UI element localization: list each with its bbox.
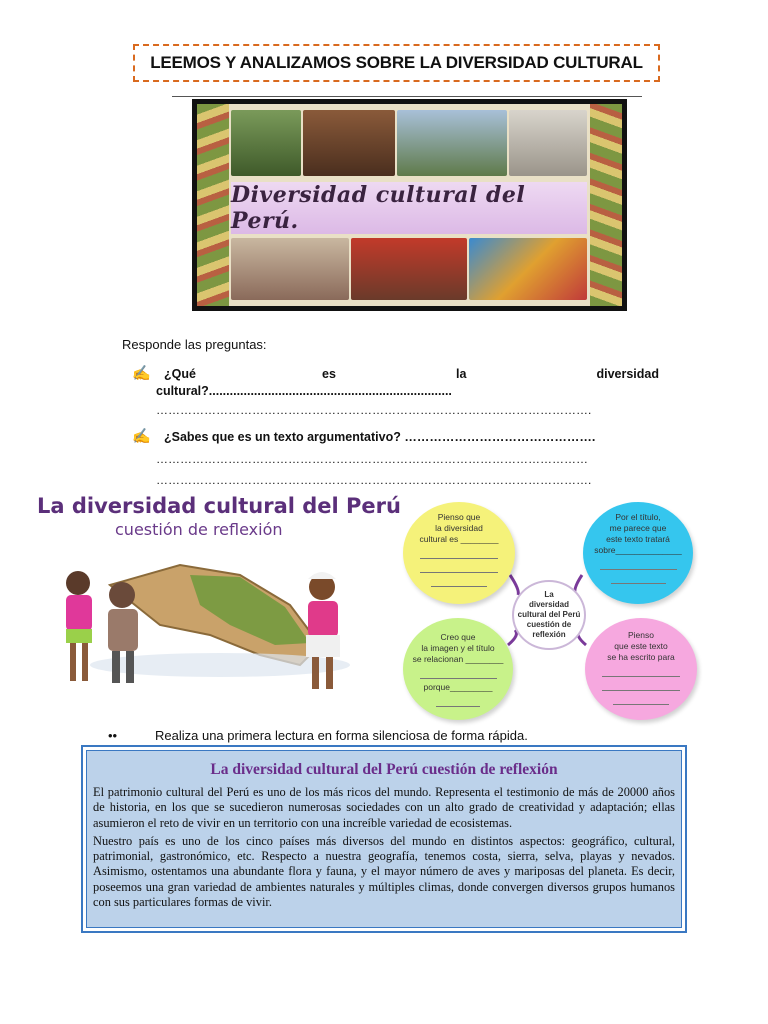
worksheet-title-box xyxy=(133,44,660,82)
answer-line[interactable] xyxy=(613,696,669,705)
circle-blue-line-4: sobre______________ xyxy=(594,545,682,555)
answer-line-2[interactable]: ……………………………………………………………………………………………… xyxy=(156,452,588,466)
answer-line[interactable] xyxy=(431,578,487,587)
reading-passage-box xyxy=(81,745,687,933)
answer-line[interactable] xyxy=(602,682,680,691)
answer-line[interactable] xyxy=(436,698,480,707)
reading-title: La diversidad cultural del Perú cuestión de reflexión xyxy=(210,761,558,778)
circle-blue-line-1: Por el título, xyxy=(615,512,661,522)
answer-line[interactable] xyxy=(420,550,498,559)
infographic-subtitle: cuestión de reflexión xyxy=(115,520,283,539)
worksheet-title: LEEMOS Y ANALIZAMOS SOBRE LA DIVERSIDAD CULTURAL xyxy=(150,53,643,72)
circle-pink-line-1: Pienso xyxy=(628,630,654,640)
bullet-icon: •• xyxy=(108,728,118,743)
circle-blue xyxy=(583,502,693,604)
photo-ceramics xyxy=(509,110,587,176)
peru-map-illustration xyxy=(40,545,370,705)
photo-machu-picchu xyxy=(397,110,507,176)
photo-painting xyxy=(469,238,587,300)
photo-children xyxy=(303,110,395,176)
circle-yellow-line-3: cultural es ________ xyxy=(419,534,499,544)
answer-line[interactable] xyxy=(600,561,677,570)
answer-line[interactable] xyxy=(420,564,498,573)
writing-hand-icon: ✍ xyxy=(132,428,151,445)
writing-hand-icon: ✍ xyxy=(132,365,151,382)
center-line-3: cultural del Perú xyxy=(517,610,581,619)
answer-line[interactable] xyxy=(602,668,680,677)
center-line-5: reflexión xyxy=(532,630,566,639)
instruction-text: Realiza una primera lectura en forma silenciosa de forma rápida. xyxy=(155,728,528,743)
circle-yellow xyxy=(403,502,515,604)
circle-blue-line-2: me parece que xyxy=(609,523,667,533)
question-1-word-1: ¿Qué xyxy=(164,367,196,381)
question-1-word-4: diversidad xyxy=(596,367,659,381)
circle-yellow-line-1: Pienso que xyxy=(437,512,481,522)
concept-map-center xyxy=(512,580,586,650)
reading-paragraph-1: El patrimonio cultural del Perú es uno de los más ricos del mundo. Representa el testimonio de más de 20000 años de historia, en los que se sucedieron numerosas sociedades con un alto grado de creatividad y adaptación; ellas asumieron el reto de vivir en un territorio con una increíble variedad de ecosistemas. xyxy=(93,785,675,830)
banner-caption-strip xyxy=(231,182,587,234)
circle-yellow-line-2: la diversidad xyxy=(435,523,483,533)
center-line-1: La xyxy=(544,590,554,599)
child-girl-left xyxy=(66,571,92,681)
circle-green xyxy=(403,618,513,720)
circle-green-line-2: la imagen y el título xyxy=(421,643,495,653)
answer-line[interactable] xyxy=(420,670,497,679)
reading-paragraph-2: Nuestro país es uno de los cinco países más diversos del mundo en distintos aspectos: geográfico, cultural, patrimonial, gastronómico, etc. Respecto a nuestra geografía, tenemos costa, sierra, selva, playas y nevados. Asimismo, ostentamos una abundante flora y fauna, y el mayor número de aves y mariposas del planeta. Es decir, poseemos una gran variedad de ambientes naturales y múltiples climas, donde convergen diversos grupos humanos con sus particulares formas de vivir. xyxy=(93,833,675,910)
question-1-line-2: cultural?...................................................................... xyxy=(156,384,452,398)
circle-blue-line-3: este texto tratará xyxy=(606,534,670,544)
answer-line-1[interactable]: ………………………………………………………………………………………………. xyxy=(156,403,592,417)
banner-leaf-border-right xyxy=(590,104,622,306)
banner-caption: Diversidad cultural del Perú. xyxy=(231,182,526,234)
circle-green-line-1: Creo que xyxy=(440,632,476,642)
banner-image xyxy=(192,99,627,311)
question-1-word-3: la xyxy=(456,367,467,381)
photo-andean-people xyxy=(351,238,467,300)
banner-leaf-border-left xyxy=(197,104,229,306)
photo-group xyxy=(231,238,349,300)
photo-village xyxy=(231,110,301,176)
answer-line-3[interactable]: ………………………………………………………………………………………………. xyxy=(156,473,592,487)
circle-pink-line-3: se ha escrito para xyxy=(607,652,675,662)
question-2 xyxy=(132,428,662,448)
circle-green-line-4: porque_________ xyxy=(423,682,493,692)
question-1-word-2: es xyxy=(322,367,336,381)
answer-line[interactable] xyxy=(611,575,666,584)
circle-pink xyxy=(585,618,697,720)
circle-pink-line-2: que este texto xyxy=(614,641,668,651)
title-divider xyxy=(172,96,642,97)
circle-green-line-3: se relacionan ________ xyxy=(412,654,504,664)
question-2-text: ¿Sabes que es un texto argumentativo? ………………………………………. xyxy=(164,430,596,444)
question-1 xyxy=(132,365,659,405)
questions-intro: Responde las preguntas: xyxy=(122,337,267,352)
infographic-title: La diversidad cultural del Perú xyxy=(37,494,401,518)
center-line-4: cuestión de xyxy=(526,620,572,629)
center-line-2: diversidad xyxy=(528,600,569,609)
